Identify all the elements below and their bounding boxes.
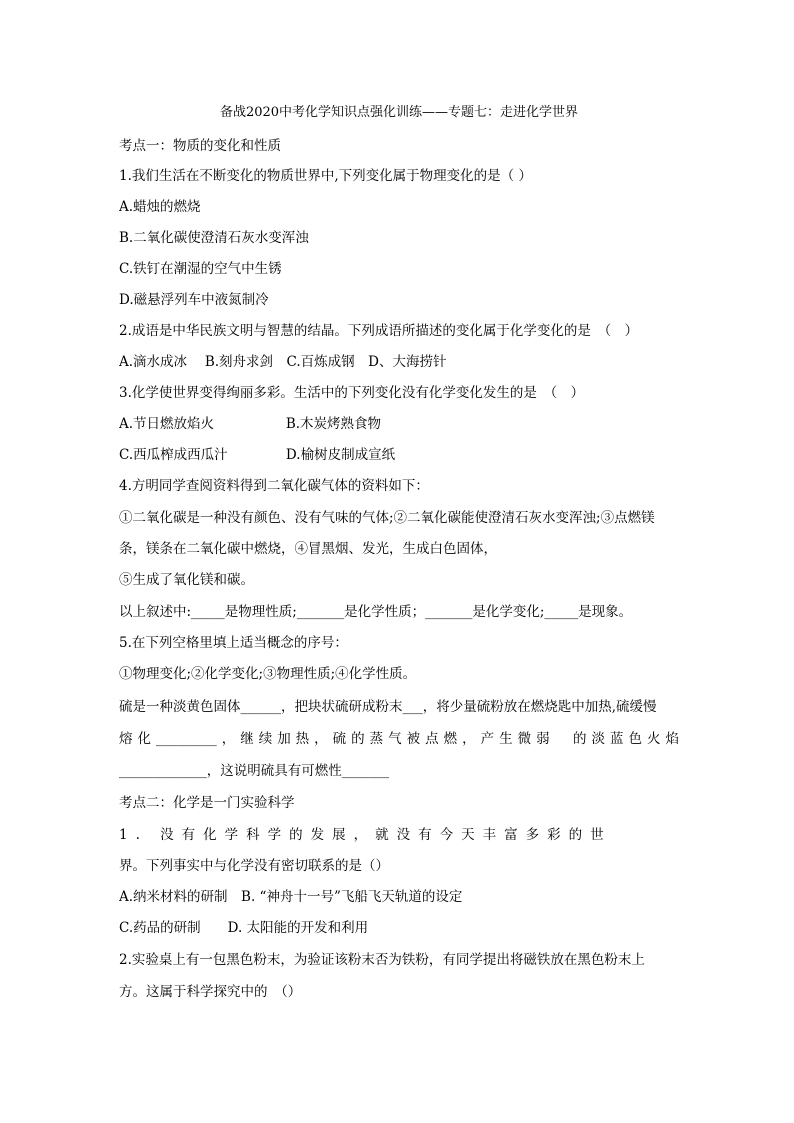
fill-in-blank: 熔化_________，继续加热，硫的蒸气被点燃，产生微弱 的淡蓝色火焰 [119, 731, 679, 747]
option-text: B.二氧化碳使澄清石灰水变浑浊 [119, 230, 309, 246]
option-text: A.蜡烛的燃烧 [119, 199, 201, 215]
body-text: 条，镁条在二氧化碳中燃烧，④冒黑烟、发光，生成白色固体， [119, 541, 497, 557]
document-title: 备战2020中考化学知识点强化训练——专题七：走进化学世界 [219, 105, 579, 120]
question-1-4: 4.方明同学查阅资料得到二氧化碳气体的资料如下： [119, 478, 429, 494]
body-text: ⑤生成了氧化镁和碳。 [119, 572, 254, 588]
section-heading-2: 考点二：化学是一门实验科学 [119, 795, 295, 811]
question-1-2: 2.成语是中华民族文明与智慧的结晶。下列成语所描述的变化属于化学变化的是 （ ） [119, 323, 639, 339]
option-text: C.药品的研制 D. 太阳能的开发和利用 [119, 920, 369, 936]
option-text: A.纳米材料的研制 B. “神舟十一号”飞船飞天轨道的设定 [119, 889, 463, 905]
body-text: 方。这属于科学探究中的 （） [119, 984, 302, 1000]
fill-in-blank: 以上叙述中:_____是物理性质;_______是化学性质；_______是化学变化;_____是现象。 [119, 604, 633, 620]
option-text: C.西瓜榨成西瓜汁 D.榆树皮制成宣纸 [119, 447, 396, 463]
body-text: ①二氧化碳是一种没有颜色、没有气味的气体;②二氧化碳能使澄清石灰水变浑浊;③点燃镁 [119, 510, 655, 526]
section-heading-1: 考点一：物质的变化和性质 [119, 138, 281, 154]
fill-in-blank: 硫是一种淡黄色固体______，把块状硫研成粉末___，将少量硫粉放在燃烧匙中加热,硫缓慢 [119, 699, 657, 715]
option-text: C.铁钉在潮湿的空气中生锈 [119, 261, 282, 277]
option-text: A.节日燃放焰火 B.木炭烤熟食物 [119, 416, 382, 432]
question-1-5: 5.在下列空格里填上适当概念的序号： [119, 635, 348, 651]
option-text: D.磁悬浮列车中液氮制冷 [119, 292, 269, 308]
body-text: ①物理变化;②化学变化;③物理性质;④化学性质。 [119, 666, 417, 682]
option-text: A.滴水成冰 B.刻舟求剑 C.百炼成钢 D、大海捞针 [119, 354, 447, 370]
fill-in-blank: _____________，这说明硫具有可燃性_______ [119, 763, 389, 779]
question-1-3: 3.化学使世界变得绚丽多彩。生活中的下列变化没有化学变化发生的是 （ ） [119, 385, 585, 401]
question-1-1: 1.我们生活在不断变化的物质世界中,下列变化属于物理变化的是（ ） [119, 168, 532, 184]
body-text: 界。下列事实中与化学没有密切联系的是（） [119, 858, 389, 874]
question-2-2: 2.实验桌上有一包黑色粉末，为验证该粉末否为铁粉，有同学提出将磁铁放在黑色粉末上 [119, 952, 645, 968]
question-2-1: 1. 没有化学科学的发展，就没有今天丰富多彩的世 [119, 827, 612, 843]
